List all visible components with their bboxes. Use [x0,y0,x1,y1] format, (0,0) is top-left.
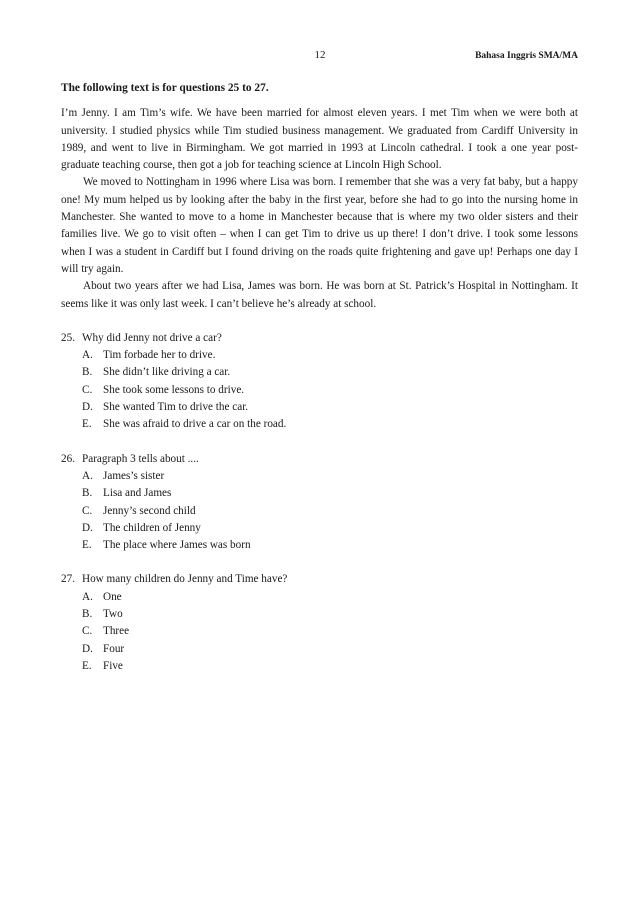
option-letter: A. [82,349,93,362]
option-text: One [103,590,122,603]
option-letter: C. [82,504,93,517]
answer-options [61,589,578,675]
answer-option-d [82,520,578,537]
page-content [61,80,578,692]
answer-option-b [82,606,578,623]
option-letter: A. [82,590,93,603]
question-text: Why did Jenny not drive a car? [82,331,222,344]
option-letter: B. [82,487,93,500]
option-text: The place where James was born [103,539,251,552]
option-text: Two [103,608,123,621]
question-list [61,330,578,675]
answer-options [61,468,578,554]
option-text: Jenny’s second child [103,504,196,517]
option-text: Five [103,659,123,672]
question-25 [61,330,578,434]
option-letter: C. [82,383,93,396]
option-letter: E. [82,659,92,672]
answer-option-b [82,485,578,502]
answer-option-a [82,347,578,364]
option-letter: D. [82,401,93,414]
answer-option-e [82,658,578,675]
answer-option-a [82,468,578,485]
question-number: 26. [61,452,75,465]
option-text: The children of Jenny [103,521,201,534]
question-number: 25. [61,331,75,344]
answer-option-c [82,503,578,520]
passage-paragraph-1: I’m Jenny. I am Tim’s wife. We have been married for almost eleven years. I met Tim when we were both at university. I studied physics while Tim studied business management. We graduated from Cardiff University in 1989, and went to live in Birmingham. We got married in 1993 at Lincoln cathedral. I took a one year post-graduate teaching course, then got a job for teaching science at Lincoln High School. [61,107,578,172]
answer-option-a [82,589,578,606]
option-letter: B. [82,366,93,379]
answer-option-e [82,537,578,554]
option-letter: B. [82,608,93,621]
passage-paragraph-2: We moved to Nottingham in 1996 where Lisa was born. I remember that she was a very fat baby, but a happy one! My mum helped us by looking after the baby in the first year, before she had to go into the nursing home in Manchester. She wanted to move to a home in Manchester because that is where my two older sisters and their families live. We go to visit often – when I can get Tim to drive us up there! I don’t drive. I took some lessons when I was a student in Cardiff but I found driving on the roads quite frightening and gave up! Perhaps one day I will try again. [61,176,578,275]
answer-option-c [82,382,578,399]
option-text: She took some lessons to drive. [103,383,245,396]
option-letter: E. [82,539,92,552]
question-text: Paragraph 3 tells about .... [82,452,199,465]
question-stem [61,571,578,588]
option-text: She wanted Tim to drive the car. [103,401,249,414]
option-text: She didn’t like driving a car. [103,366,231,379]
question-26 [61,451,578,555]
option-text: Three [103,625,130,638]
question-stem [61,330,578,347]
option-letter: D. [82,642,93,655]
option-text: Lisa and James [103,487,172,500]
question-stem [61,451,578,468]
answer-options [61,347,578,433]
answer-option-d [82,399,578,416]
running-head: Bahasa Inggris SMA/MA [475,51,578,61]
option-letter: E. [82,418,92,431]
answer-option-d [82,641,578,658]
passage-paragraph-3: About two years after we had Lisa, James was born. He was born at St. Patrick’s Hospital in Nottingham. It seems like it was only last week. I can’t believe he’s already at school. [61,280,578,310]
section-heading: The following text is for questions 25 to 27. [61,82,269,94]
option-letter: D. [82,521,93,534]
answer-option-e [82,416,578,433]
option-text: Four [103,642,125,655]
page-number: 12 [314,49,326,61]
question-27 [61,571,578,675]
option-text: Tim forbade her to drive. [103,349,216,362]
reading-passage [61,105,578,313]
answer-option-c [82,623,578,640]
option-letter: C. [82,625,93,638]
question-number: 27. [61,573,75,586]
answer-option-b [82,364,578,381]
option-text: She was afraid to drive a car on the road. [103,418,287,431]
option-text: James’s sister [103,469,165,482]
option-letter: A. [82,469,93,482]
question-text: How many children do Jenny and Time have? [82,573,288,586]
